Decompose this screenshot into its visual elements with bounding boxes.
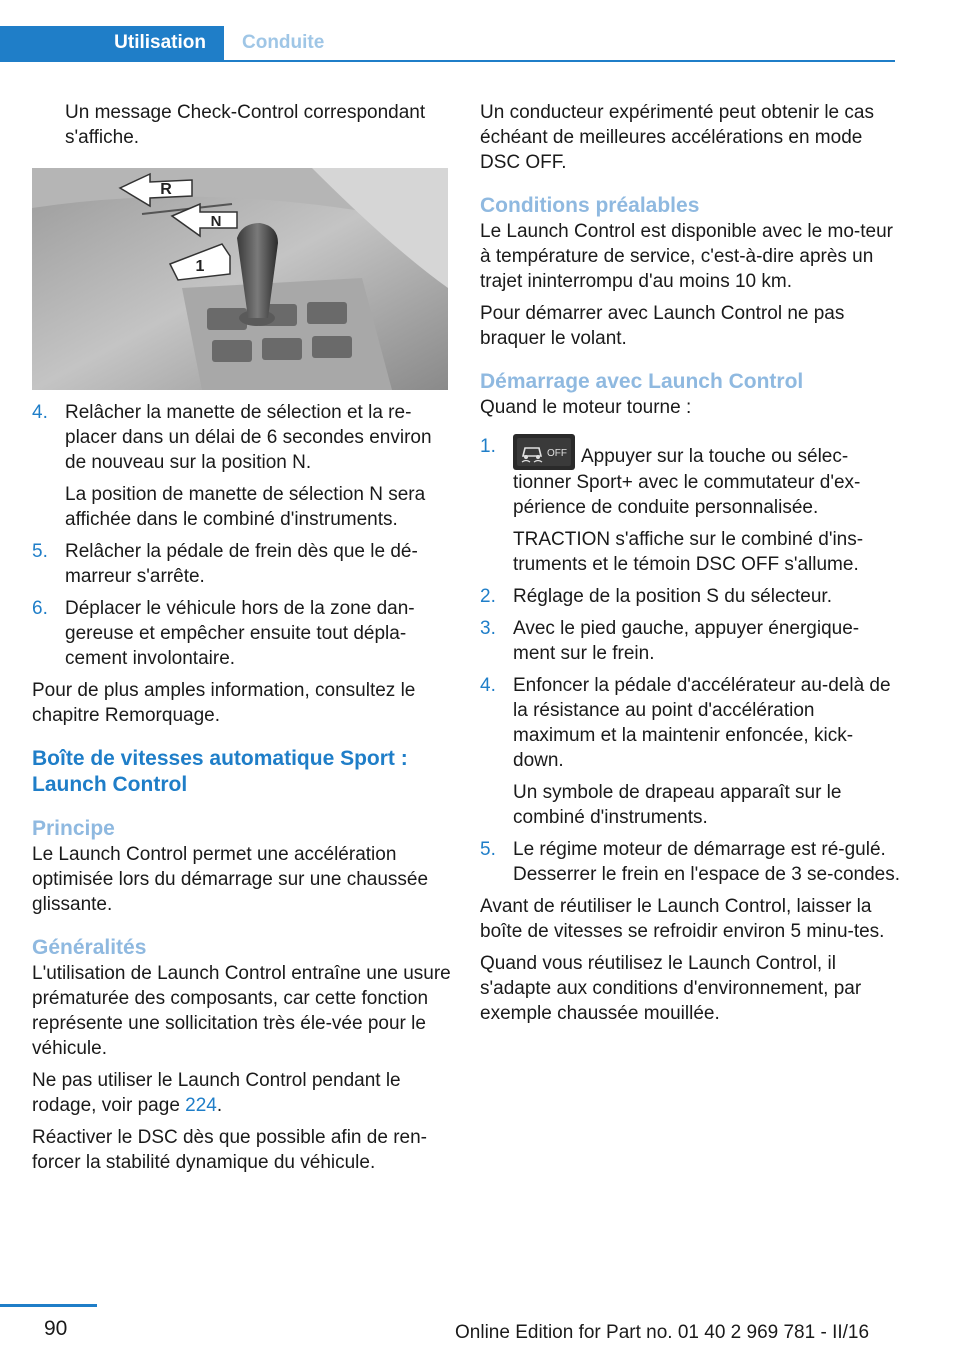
generalites-text-2 bbox=[32, 1068, 452, 1118]
subheading-principe: Principe bbox=[32, 817, 115, 840]
generalites-text-3: Réactiver le DSC dès que possible afin de ren‐forcer la stabilité dynamique du véhicule. bbox=[32, 1127, 427, 1173]
tab-utilisation[interactable]: Utilisation bbox=[0, 26, 224, 60]
list-item bbox=[32, 539, 452, 589]
tab-conduite[interactable]: Conduite bbox=[242, 32, 325, 53]
step-text: Relâcher la manette de sélection et la re‐placer dans un délai de 6 secondes environ de nouveau sur la position N. bbox=[65, 402, 432, 473]
header-rule bbox=[0, 60, 895, 62]
right-steps bbox=[480, 434, 900, 887]
step-number: 5. bbox=[32, 541, 48, 562]
step-number: 1. bbox=[480, 436, 496, 457]
svg-text:1: 1 bbox=[195, 258, 205, 275]
list-item bbox=[480, 616, 900, 666]
dsc-off-button-icon bbox=[513, 434, 575, 470]
step-text: Le régime moteur de démarrage est ré‐gulé. Desserrer le frein en l'espace de 3 se‐condes. bbox=[513, 839, 900, 885]
step-text bbox=[513, 434, 900, 520]
left-column bbox=[32, 100, 452, 1182]
quand-text: Quand vous réutilisez le Launch Control, il s'adapte aux conditions d'environnement, par exemple chaussée mouillée. bbox=[480, 953, 862, 1024]
step-number: 4. bbox=[480, 675, 496, 696]
page-link[interactable]: 224 bbox=[185, 1095, 217, 1116]
generalites-text-2-post: . bbox=[216, 1095, 223, 1116]
list-item bbox=[32, 596, 452, 671]
step-number: 3. bbox=[480, 618, 496, 639]
gear-selector-photo bbox=[32, 168, 448, 390]
list-item bbox=[480, 434, 900, 577]
step-text: Réglage de la position S du sélecteur. bbox=[513, 586, 832, 607]
list-item bbox=[480, 673, 900, 830]
step-subtext: La position de manette de sélection N sera affichée dans le combiné d'instruments. bbox=[65, 484, 426, 530]
step-text: Avec le pied gauche, appuyer énergique‐ment sur le frein. bbox=[513, 618, 860, 664]
demarrage-intro: Quand le moteur tourne : bbox=[480, 397, 692, 418]
step-text: Relâcher la pédale de frein dès que le dé‐marreur s'arrête. bbox=[65, 541, 418, 587]
principe-text: Le Launch Control permet une accélération optimisée lors du démarrage sur une chaussée glissante. bbox=[32, 844, 429, 915]
step-text: Déplacer le véhicule hors de la zone dan‐gereuse et empêcher ensuite tout dépla‐cement involontaire. bbox=[65, 598, 415, 669]
step-number: 4. bbox=[32, 402, 48, 423]
generalites-text-1: L'utilisation de Launch Control entraîne une usure prématurée des composants, car cette fonction représente une sollicitation très éle‐vée pour le véhicule. bbox=[32, 963, 451, 1059]
svg-text:N: N bbox=[210, 213, 222, 230]
intro-text: Un message Check-Control correspondant s'affiche. bbox=[65, 102, 426, 148]
subheading-generalites: Généralités bbox=[32, 936, 147, 959]
step-subtext: Un symbole de drapeau apparaît sur le combiné d'instruments. bbox=[513, 782, 842, 828]
step-text-body: Appuyer sur la touche ou sélec‐tionner Sport+ avec le commutateur d'ex‐périence de conduite personnalisée. bbox=[513, 446, 861, 518]
avant-text: Avant de réutiliser le Launch Control, laisser la boîte de vitesses se refroidir environ 5 minu‐tes. bbox=[480, 896, 885, 942]
page-number: 90 bbox=[44, 1317, 68, 1340]
conditions-text-1: Le Launch Control est disponible avec le mo‐teur à température de service, c'est-à-dire après un trajet ininterrompu d'au moins 10 km. bbox=[480, 221, 893, 292]
step-number: 5. bbox=[480, 839, 496, 860]
list-item bbox=[480, 837, 900, 887]
svg-text:R: R bbox=[160, 181, 172, 198]
header-tabs bbox=[0, 26, 895, 62]
subheading-demarrage: Démarrage avec Launch Control bbox=[480, 370, 804, 393]
generalites-text-2-pre: Ne pas utiliser le Launch Control pendant le rodage, voir page bbox=[32, 1070, 401, 1116]
right-intro-text: Un conducteur expérimenté peut obtenir le cas échéant de meilleures accélérations en mode DSC OFF. bbox=[480, 102, 874, 173]
step-subtext: TRACTION s'affiche sur le combiné d'ins‐truments et le témoin DSC OFF s'allume. bbox=[513, 529, 864, 575]
more-info-text: Pour de plus amples information, consultez le chapitre Remorquage. bbox=[32, 680, 416, 726]
edition-text: Online Edition for Part no. 01 40 2 969 781 - II/16 bbox=[455, 1322, 870, 1343]
svg-text:OFF: OFF bbox=[547, 448, 567, 459]
step-text: Enfoncer la pédale d'accélérateur au-delà de la résistance au point d'accélération maximum et la maintenir enfoncée, kick‐down. bbox=[513, 675, 891, 771]
section-heading-launch-control: Boîte de vitesses automatique Sport : Launch Control bbox=[32, 747, 408, 796]
subheading-conditions: Conditions préalables bbox=[480, 194, 700, 217]
footer-rule bbox=[0, 1304, 97, 1307]
step-number: 2. bbox=[480, 586, 496, 607]
list-item bbox=[480, 584, 900, 609]
list-item bbox=[32, 400, 452, 532]
step-number: 6. bbox=[32, 598, 48, 619]
conditions-text-2: Pour démarrer avec Launch Control ne pas braquer le volant. bbox=[480, 303, 845, 349]
left-steps bbox=[32, 400, 452, 671]
right-column bbox=[480, 100, 900, 1033]
